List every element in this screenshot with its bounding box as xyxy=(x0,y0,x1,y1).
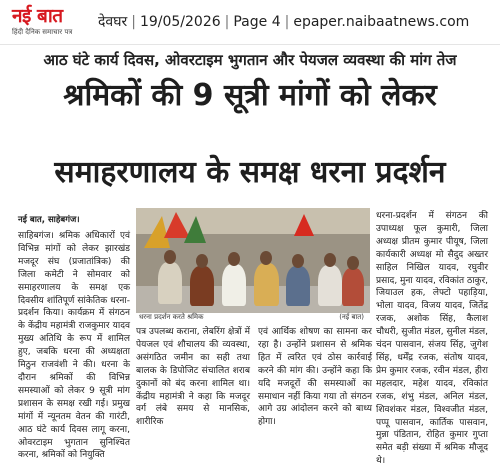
article-column-3: एवं आर्थिक शोषण का सामना कर रहा है। उन्होंने प्रशासन से श्रमिक हित में त्वरित एवं ठोस कार्रवाई करने की मांग की। उन्होंने कहा कि यदि मजदूरों की समस्याओं का समाधान नहीं किया गया तो संगठन आगे उग्र आंदोलन करने को बाध्य होगा। xyxy=(258,327,372,428)
article-byline: नई बात, साहेबगंज। xyxy=(18,215,80,225)
protester-figure xyxy=(318,265,342,306)
photo-caption: धरना प्रदर्शन करते श्रमिक xyxy=(139,313,204,321)
protester-figure xyxy=(158,262,182,304)
article-column-1: साहिबगंज। श्रमिक अधिकारों एवं विभिन्न मांगों को लेकर झारखंड मजदूर संघ (प्रजातांत्रिक) की जिला कमेटी ने सोमवार को समाहरणालय के समक्ष एक दिवसीय शांतिपूर्ण सांकेतिक धरना-प्रदर्शन किया। कार्यक्रम में संगठन के केंद्रीय महामंत्री राजकुमार यादव मुख्य अतिथि के रूप में शामिल हुए, जबकि धरना की अध्यक्षता मिठुन राजवंशी ने की। धरना के दौरान श्रमिकों की विभिन्न समस्याओं को लेकर 9 सूत्री मांग प्रशासन के समक्ष रखी गई। प्रमुख मांगों में न्यूनतम वेतन की गारंटी, आठ घंटे कार्य दिवस लागू करना, ओवरटाइम भुगतान सुनिश्चित करना, श्रमिकों को नियुक्ति xyxy=(18,231,130,461)
page-number: Page 4 xyxy=(233,14,281,30)
article-column-2: पत्र उपलब्ध कराना, लेबरिंग क्षेत्रों में पेयजल एवं शौचालय की व्यवस्था, असंगठित जमीन का सही तथा बालक के डिपोजिट संचालित शराब दुकानों को बंद करना शामिल था। केंद्रीय महामंत्री ने कहा कि मजदूर वर्ग लंबे समय से मानसिक, शारीरिक xyxy=(136,327,250,428)
article-column-4: धरना-प्रदर्शन में संगठन की उपाध्यक्ष फूल कुमारी, जिला अध्यक्ष प्रीतम कुमार पीयूष, जिला कार्यकारी अध्यक्ष मो सैदुद अख्तर साहिल निखिल यादव, रघुवीर प्रसाद, मुना यादव, रविकांत ठाकुर, जियाउल हक, लेफ्टो पहाड़िया, भोला यादव, विजय यादव, जितेंद्र रजक, अशोक सिंह, कैलाश चौधरी, सुजीत मंडल, सुनील मंडल, चंदन पासवान, संजय सिंह, जुगेश सिंह, धर्मेंद्र रजक, संतोष यादव, प्रेम कुमार रजक, रवीन मंडल, हीरा महलदार, महेश यादव, रविकांत रजक, शंभु मंडल, अनिल मंडल, शिवशंकर मंडल, विश्वजीत मंडल, पप्पू पासवान, कार्तिक पासवान, मुन्ना पंडितान, रोहित कुमार गुप्ता समेत बड़ी संख्या में श्रमिक मौजूद थे। xyxy=(376,211,488,467)
logo-text: नई बात xyxy=(12,5,63,27)
article-headline-line1: श्रमिकों की 9 सूत्री मांगों को लेकर xyxy=(63,78,437,113)
article-headline-line2: समाहरणालय के समक्ष धरना प्रदर्शन xyxy=(54,155,446,190)
photo-credit: (नई बात) xyxy=(339,313,364,321)
article-subheadline: आठ घंटे कार्य दिवस, ओवरटाइम भुगतान और पेयजल व्यवस्था की मांग तेज xyxy=(43,51,457,69)
protester-figure xyxy=(286,266,310,306)
logo-tagline: हिंदी दैनिक समाचार पत्र xyxy=(12,28,73,36)
site-link[interactable]: epaper.naibaatnews.com xyxy=(293,14,470,30)
protester-figure xyxy=(222,264,246,306)
masthead xyxy=(0,0,500,45)
protester-figure xyxy=(190,266,214,306)
edition-date: 19/05/2026 xyxy=(139,14,221,30)
edition-city: देवघर xyxy=(98,14,128,30)
newspaper-logo[interactable] xyxy=(12,6,86,38)
protester-figure xyxy=(342,268,364,306)
photo-caption-bar xyxy=(136,313,370,323)
edition-info: देवघर | 19/05/2026 | Page 4 | epaper.naibaatnews.com xyxy=(98,14,470,30)
article-photo[interactable] xyxy=(136,208,370,313)
protester-figure xyxy=(254,263,279,306)
